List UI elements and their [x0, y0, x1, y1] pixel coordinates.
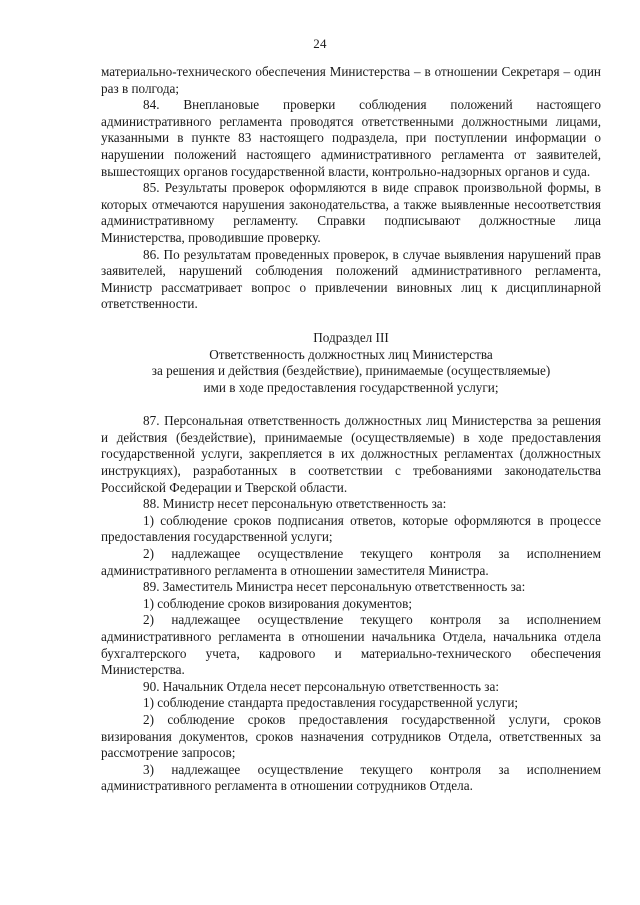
paragraph-90: 90. Начальник Отдела несет персональную ответственность за:: [143, 678, 500, 694]
paragraph-84: 84. Внеплановые проверки соблюдения положений настоящего административного регламента проводятся ответственными должностными лицами, указанными в пункте 83 настоящего подраздела, при поступлении информации о нарушении положений настоящего административного регламента от заявителей, вышестоящих органов государственной власти, контрольно-надзорных органов и суда.: [101, 97, 601, 179]
page-body: [101, 64, 601, 795]
paragraph-90-item-1: 1) соблюдение стандарта предоставления государственной услуги;: [143, 695, 519, 711]
paragraph-89: 89. Заместитель Министра несет персональную ответственность за:: [143, 579, 526, 595]
subsection-title-line-1: Ответственность должностных лиц Министерства: [209, 346, 493, 362]
paragraph-88-item-2: 2) надлежащее осуществление текущего контроля за исполнением административного регламента в отношении заместителя Министра.: [101, 546, 601, 578]
paragraph-85: 85. Результаты проверок оформляются в виде справок произвольной формы, в которых отмечаются нарушения законодательства, а также выявленные несоответствия административному регламенту. Справки подписывают должностные лица Министерства, проводившие проверку.: [101, 180, 601, 245]
subsection-title-line-2: за решения и действия (бездействие), принимаемые (осуществляемые): [151, 363, 551, 379]
page-number: 24: [313, 36, 327, 51]
paragraph-89-item-1: 1) соблюдение сроков визирования документов;: [143, 595, 412, 611]
paragraph-90-item-2: 2) соблюдение сроков предоставления государственной услуги, сроков визирования документов, сроков назначения сотрудников Отдела, ответственных за рассмотрение запросов;: [101, 711, 601, 761]
subsection-title-line-3: ими в ходе предоставления государственной услуги;: [203, 379, 499, 395]
paragraph-88: 88. Министр несет персональную ответственность за:: [143, 496, 447, 512]
paragraph-90-item-3: 3) надлежащее осуществление текущего контроля за исполнением административного регламента в отношении сотрудников Отдела.: [101, 761, 601, 794]
paragraph-88-item-1: 1) соблюдение сроков подписания ответов, которые оформляются в процессе предоставления государственной услуги;: [101, 512, 601, 545]
subsection-label: Подраздел III: [313, 329, 389, 345]
paragraph-86: 86. По результатам проведенных проверок, в случае выявления нарушений прав заявителей, нарушений соблюдения положений административного регламента, Министр рассматривает вопрос о привлечении виновных лиц к дисциплинарной ответственности.: [101, 246, 601, 312]
paragraph-83-continuation: материально-технического обеспечения Министерства – в отношении Секретаря – один раз в полгода;: [101, 64, 601, 96]
paragraph-89-item-2: 2) надлежащее осуществление текущего контроля за исполнением административного регламента в отношении начальника Отдела, начальника отдела бухгалтерского учета, кадрового и материально-технического обеспечения Министерства.: [101, 612, 601, 678]
paragraph-87: 87. Персональная ответственность должностных лиц Министерства за решения и действия (бездействие), принимаемые (осуществляемые) в ходе предоставления государственной услуги, закрепляется в их должностных регламентах (должностных инструкциях), разработанных в соответствии с требованиями законодательства Российской Федерации и Тверской области.: [101, 413, 601, 495]
section-spacer: [101, 396, 601, 413]
